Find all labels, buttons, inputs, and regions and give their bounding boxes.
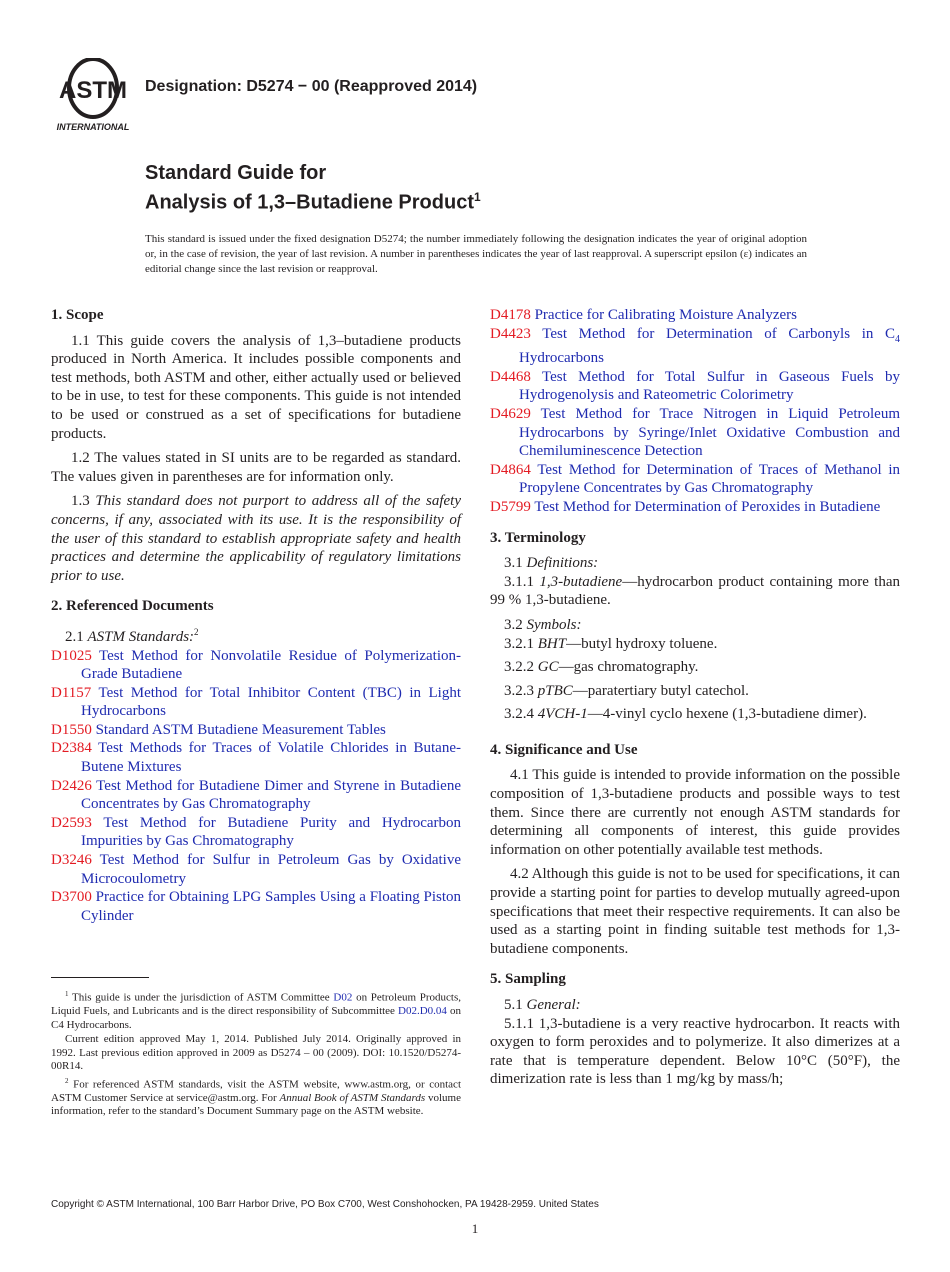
- scope-heading: 1. Scope: [51, 307, 104, 323]
- astm-logo-graphic: [52, 58, 134, 132]
- reference-title-link[interactable]: Test Method for Sulfur in Petroleum Gas by Oxidative Microcoulometry: [81, 852, 461, 887]
- reference-title-link[interactable]: Test Method for Butadiene Dimer and Styrene in Butadiene Concentrates by Gas Chromatography: [81, 777, 461, 813]
- significance-p1: 4.1 This guide is intended to provide information on the possible composition of 1,3-butadiene products and possible ways to test them. Since there are currently not enough ASTM standards for determining all components of interest, this guide provides information on other potentially available test methods.: [490, 767, 900, 858]
- reference-code-link[interactable]: D4423: [490, 325, 531, 342]
- reference-code-link[interactable]: D4629: [490, 405, 531, 422]
- symbol-item: 3.2.1 BHT—butyl hydroxy toluene.: [504, 635, 718, 652]
- reference-item: [51, 888, 461, 925]
- reference-list-right: [490, 306, 900, 517]
- reference-code-link[interactable]: D1025: [51, 647, 92, 664]
- reference-code-link[interactable]: D3246: [51, 852, 92, 869]
- reference-title-link[interactable]: Test Method for Nonvolatile Residue of Polymerization-Grade Butadiene: [81, 647, 461, 683]
- reference-title-link[interactable]: Test Method for Butadiene Purity and Hydrocarbon Impurities by Gas Chromatography: [81, 814, 461, 850]
- reference-title-link[interactable]: Test Method for Determination of Traces of Methanol in Propylene Concentrates by Gas Chromatography: [519, 461, 901, 497]
- astm-logo: [52, 58, 134, 132]
- committee-link[interactable]: D02: [333, 991, 353, 1004]
- reference-item: [51, 684, 461, 721]
- sampling-heading: 5. Sampling: [490, 971, 566, 988]
- reference-item: [490, 461, 900, 498]
- reference-title-link[interactable]: Test Method for Determination of Carbonyls in C: [542, 325, 895, 342]
- reference-item: [51, 777, 461, 814]
- sampling-general-label: 5.1 General:: [504, 997, 581, 1013]
- reference-title-link[interactable]: Test Method for Trace Nitrogen in Liquid Petroleum Hydrocarbons by Syringe/Inlet Oxidative Combustion and Chemiluminescence Detection: [519, 405, 900, 460]
- reference-title-link[interactable]: Test Method for Determination of Peroxides in Butadiene: [534, 498, 881, 515]
- footnote-rule: [51, 977, 149, 978]
- footnote-1: $^1$ This guide is under the jurisdiction of ASTM Committee D02 on Petroleum Products, Liquid Fuels, and Lubricants and is the direct responsibility of Subcommittee D02.D0.04 on C4 Hydrocarbons.: [51, 990, 462, 1031]
- symbol-item: 3.2.3 pTBC—paratertiary butyl catechol.: [504, 682, 749, 699]
- reference-item: [51, 721, 461, 740]
- reference-item: [490, 498, 900, 517]
- refdocs-subheading: 2.1 ASTM Standards:$^2$: [65, 626, 199, 645]
- page-number: 1: [471, 1221, 479, 1236]
- reference-code-link[interactable]: D5799: [490, 498, 531, 515]
- reference-title-link[interactable]: Standard ASTM Butadiene Measurement Tables: [95, 721, 386, 738]
- scope-p3: 1.3 This standard does not purport to address all of the safety concerns, if any, associated with its use. It is the responsibility of the user of this standard to establish appropriate safety and health practices and determine the applicability of regulatory limitations prior to use.: [51, 493, 462, 584]
- reference-code-link[interactable]: D4178: [490, 307, 531, 323]
- reference-item: [51, 851, 461, 888]
- definition-butadiene: 3.1.1 1,3-butadiene—hydrocarbon product containing more than 99 % 1,3-butadiene.: [490, 573, 901, 609]
- reference-item: [490, 325, 900, 368]
- significance-heading: 4. Significance and Use: [490, 741, 638, 758]
- reference-item: [490, 306, 900, 325]
- reference-code-link[interactable]: D4468: [490, 368, 531, 385]
- scope-p1: 1.1 This guide covers the analysis of 1,3–butadiene products produced in North America. It includes possible components and test methods, both ASTM and other, either actually used or believed to be in use, to test for these components. This guide is not intended to be used or construed as a set of specifications for butadiene products.: [51, 332, 461, 442]
- symbol-item: 3.2.2 GC—gas chromatography.: [504, 659, 699, 676]
- footnote-2: $^2$ For referenced ASTM standards, visit the ASTM website, www.astm.org, or contact ASTM Customer Service at service@astm.org. For Annual Book of ASTM Standards volume information, refer to the standard’s Document Summary page on the ASTM website.: [51, 1076, 461, 1118]
- reference-title-link[interactable]: Test Method for Total Inhibitor Content (TBC) in Light Hydrocarbons: [81, 684, 461, 720]
- reference-item: [51, 647, 461, 684]
- left-column: [51, 306, 461, 925]
- title-line-1: Standard Guide for: [145, 162, 327, 184]
- reference-code-link[interactable]: D4864: [490, 461, 531, 478]
- reference-item: [490, 405, 900, 461]
- reference-code-link[interactable]: D1550: [51, 721, 92, 738]
- reference-title-link[interactable]: Practice for Calibrating Moisture Analyzers: [534, 307, 798, 323]
- reference-code-link[interactable]: D3700: [51, 889, 92, 906]
- copyright: Copyright © ASTM International, 100 Barr Harbor Drive, PO Box C700, West Conshohocken, PA 19428-2959. United States: [51, 1199, 599, 1210]
- reference-item: [51, 739, 461, 776]
- footnotes: [51, 988, 461, 1120]
- refdocs-heading: 2. Referenced Documents: [51, 598, 214, 615]
- reference-subscript: 4: [895, 333, 900, 345]
- significance-p2: 4.2 Although this guide is not to be used for specifications, it can provide a starting point for parties to develop mutually agreed-upon specifications that meet their respective requirements. It can also be used as a starting point in finding suitable test methods for 1,3-butadiene components.: [490, 866, 900, 957]
- reference-code-link[interactable]: D2384: [51, 740, 92, 757]
- reference-code-link[interactable]: D2593: [51, 814, 92, 831]
- reference-list-left: [51, 647, 461, 926]
- terminology-heading: 3. Terminology: [490, 529, 586, 546]
- reference-code-link[interactable]: D2426: [51, 777, 92, 794]
- reference-title-link[interactable]: Test Method for Total Sulfur in Gaseous Fuels by Hydrogenolysis and Rateometric Colorimetry: [519, 368, 900, 404]
- logo-text: INTERNATIONAL: [56, 122, 130, 132]
- reference-item: [490, 368, 900, 405]
- scope-p2: 1.2 The values stated in SI units are to be regarded as standard. The values given in parentheses are for information only.: [51, 450, 461, 485]
- definitions-label: 3.1 Definitions:: [504, 555, 599, 572]
- symbols-label: 3.2 Symbols:: [504, 616, 582, 633]
- right-column: [490, 306, 900, 1089]
- footnote-edition: Current edition approved May 1, 2014. Published July 2014. Originally approved in 1992. Last previous edition approved in 2009 as D5274 – 00 (2009). DOI: 10.1520/D5274-00R14.: [51, 1033, 461, 1073]
- reference-code-link[interactable]: D1157: [51, 684, 92, 701]
- reference-title-link[interactable]: Test Methods for Traces of Volatile Chlorides in Butane-Butene Mixtures: [81, 740, 461, 776]
- symbol-item: 3.2.4 4VCH-1—4-vinyl cyclo hexene (1,3-butadiene dimer).: [504, 706, 867, 723]
- title-line-2: Analysis of 1,3–Butadiene Product$^1$: [145, 190, 481, 214]
- preamble: This standard is issued under the fixed designation D5274; the number immediately following the designation indicates the year of original adoption or, in the case of revision, the year of last revision. A number in parentheses indicates the year of last reapproval. A superscript epsilon (ε) indicates an editorial change since the last revision or reapproval.: [145, 233, 807, 275]
- title-footnote-mark: 1: [473, 190, 481, 204]
- sampling-p1: 5.1.1 1,3-butadiene is a very reactive hydrocarbon. It reacts with oxygen to form peroxides and to polymerize. It also dimerizes at a rate that is temperature dependent. Below 10°C (50°F), the dimerization rate is less than 1 mg/kg by mass/h;: [490, 1015, 900, 1088]
- logo-letters: ASTM: [59, 77, 127, 104]
- symbols-list: [490, 635, 900, 724]
- reference-item: [51, 814, 461, 851]
- reference-title-link[interactable]: Practice for Obtaining LPG Samples Using a Floating Piston Cylinder: [81, 889, 462, 924]
- reference-title-cont[interactable]: Hydrocarbons: [519, 350, 604, 367]
- designation: Designation: D5274 − 00 (Reapproved 2014): [145, 78, 478, 95]
- page-title: [145, 161, 481, 215]
- subcommittee-link[interactable]: D02.D0.04: [398, 1005, 447, 1018]
